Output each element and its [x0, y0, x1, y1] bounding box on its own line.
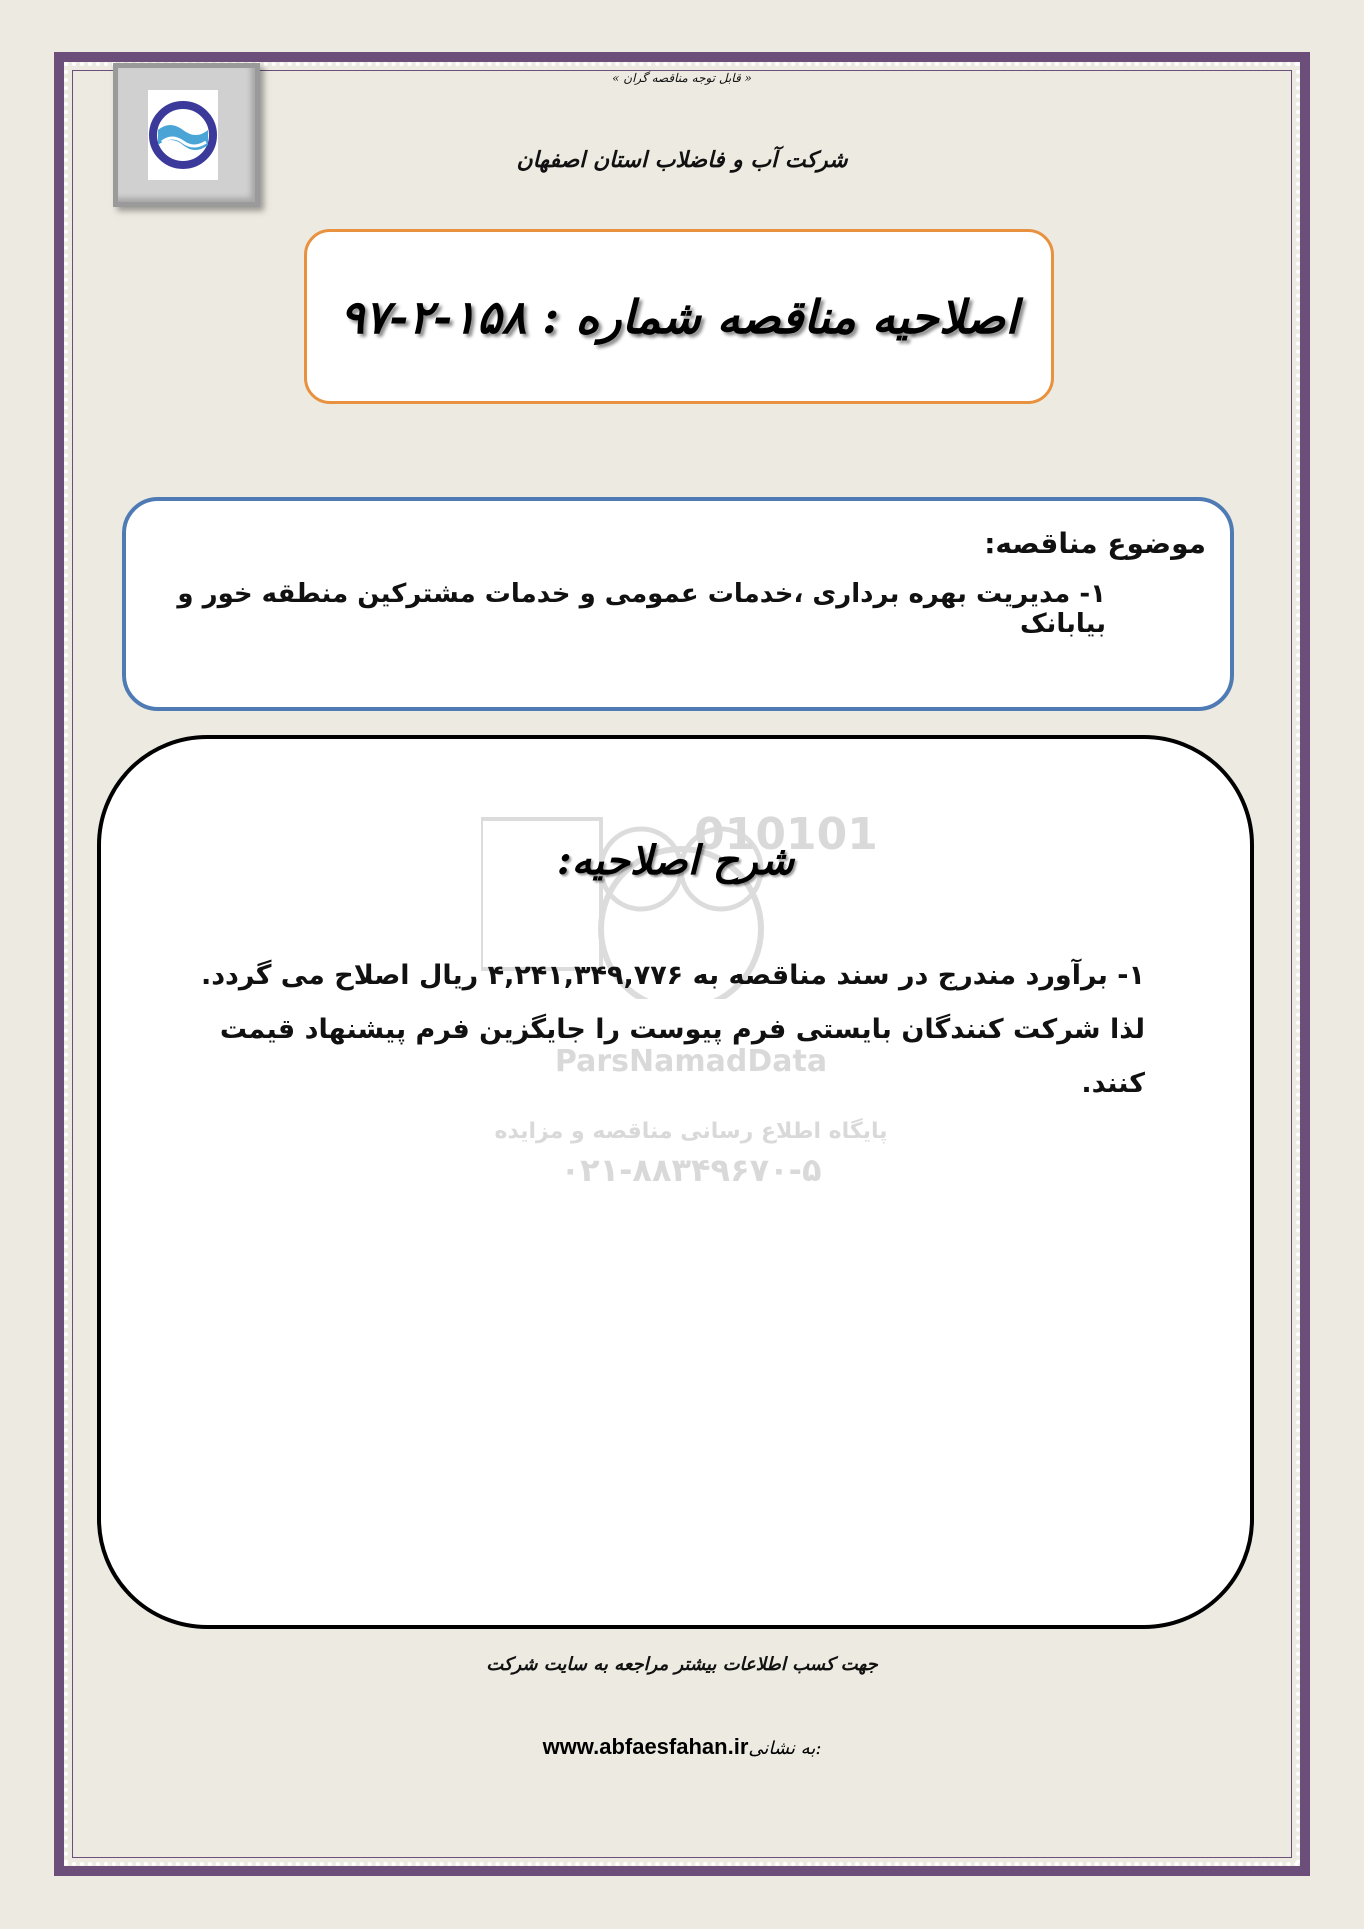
company-name: شرکت آب و فاضلاب استان اصفهان: [516, 147, 848, 173]
watermark-caption: پایگاه اطلاع رسانی مناقصه و مزایده: [494, 1119, 888, 1144]
description-body: ۱- برآورد مندرج در سند مناقصه به ۴,۲۴۱,۳۴۹,۷۷۶ ریال اصلاح می گردد. لذا شرکت کنندگان بایستی فرم پیوست را جایگزین فرم پیشنهاد قیمت کنند.: [200, 960, 1145, 1099]
title-box: [304, 229, 1054, 404]
page-title: اصلاحیه مناقصه شماره : ۱۵۸-۲-۹۷: [339, 290, 1019, 344]
subject-box: [122, 497, 1234, 711]
description-box: [97, 735, 1254, 1629]
footer-note: جهت کسب اطلاعات بیشتر مراجعه به سایت شرکت: [486, 1654, 878, 1675]
subject-item: ۱- مدیریت بهره برداری ،خدمات عمومی و خدمات مشترکین منطقه خور و بیابانک: [177, 579, 1106, 639]
description-heading: شرح اصلاحیه:: [556, 837, 795, 884]
watermark-brand: ParsNamadData: [554, 1044, 828, 1079]
notice-header: « قابل توجه مناقصه گران »: [612, 71, 752, 85]
subject-label: موضوع مناقصه:: [984, 527, 1206, 560]
watermark-phone: ۰۲۱-۸۸۳۴۹۶۷۰-۵: [560, 1151, 822, 1189]
website-link[interactable]: www.abfaesfahan.ir: [542, 1734, 749, 1759]
watermark-binary: 010101: [694, 809, 878, 860]
website-label: به نشانی:: [748, 1738, 822, 1759]
footer-website: [0, 1734, 1364, 1760]
